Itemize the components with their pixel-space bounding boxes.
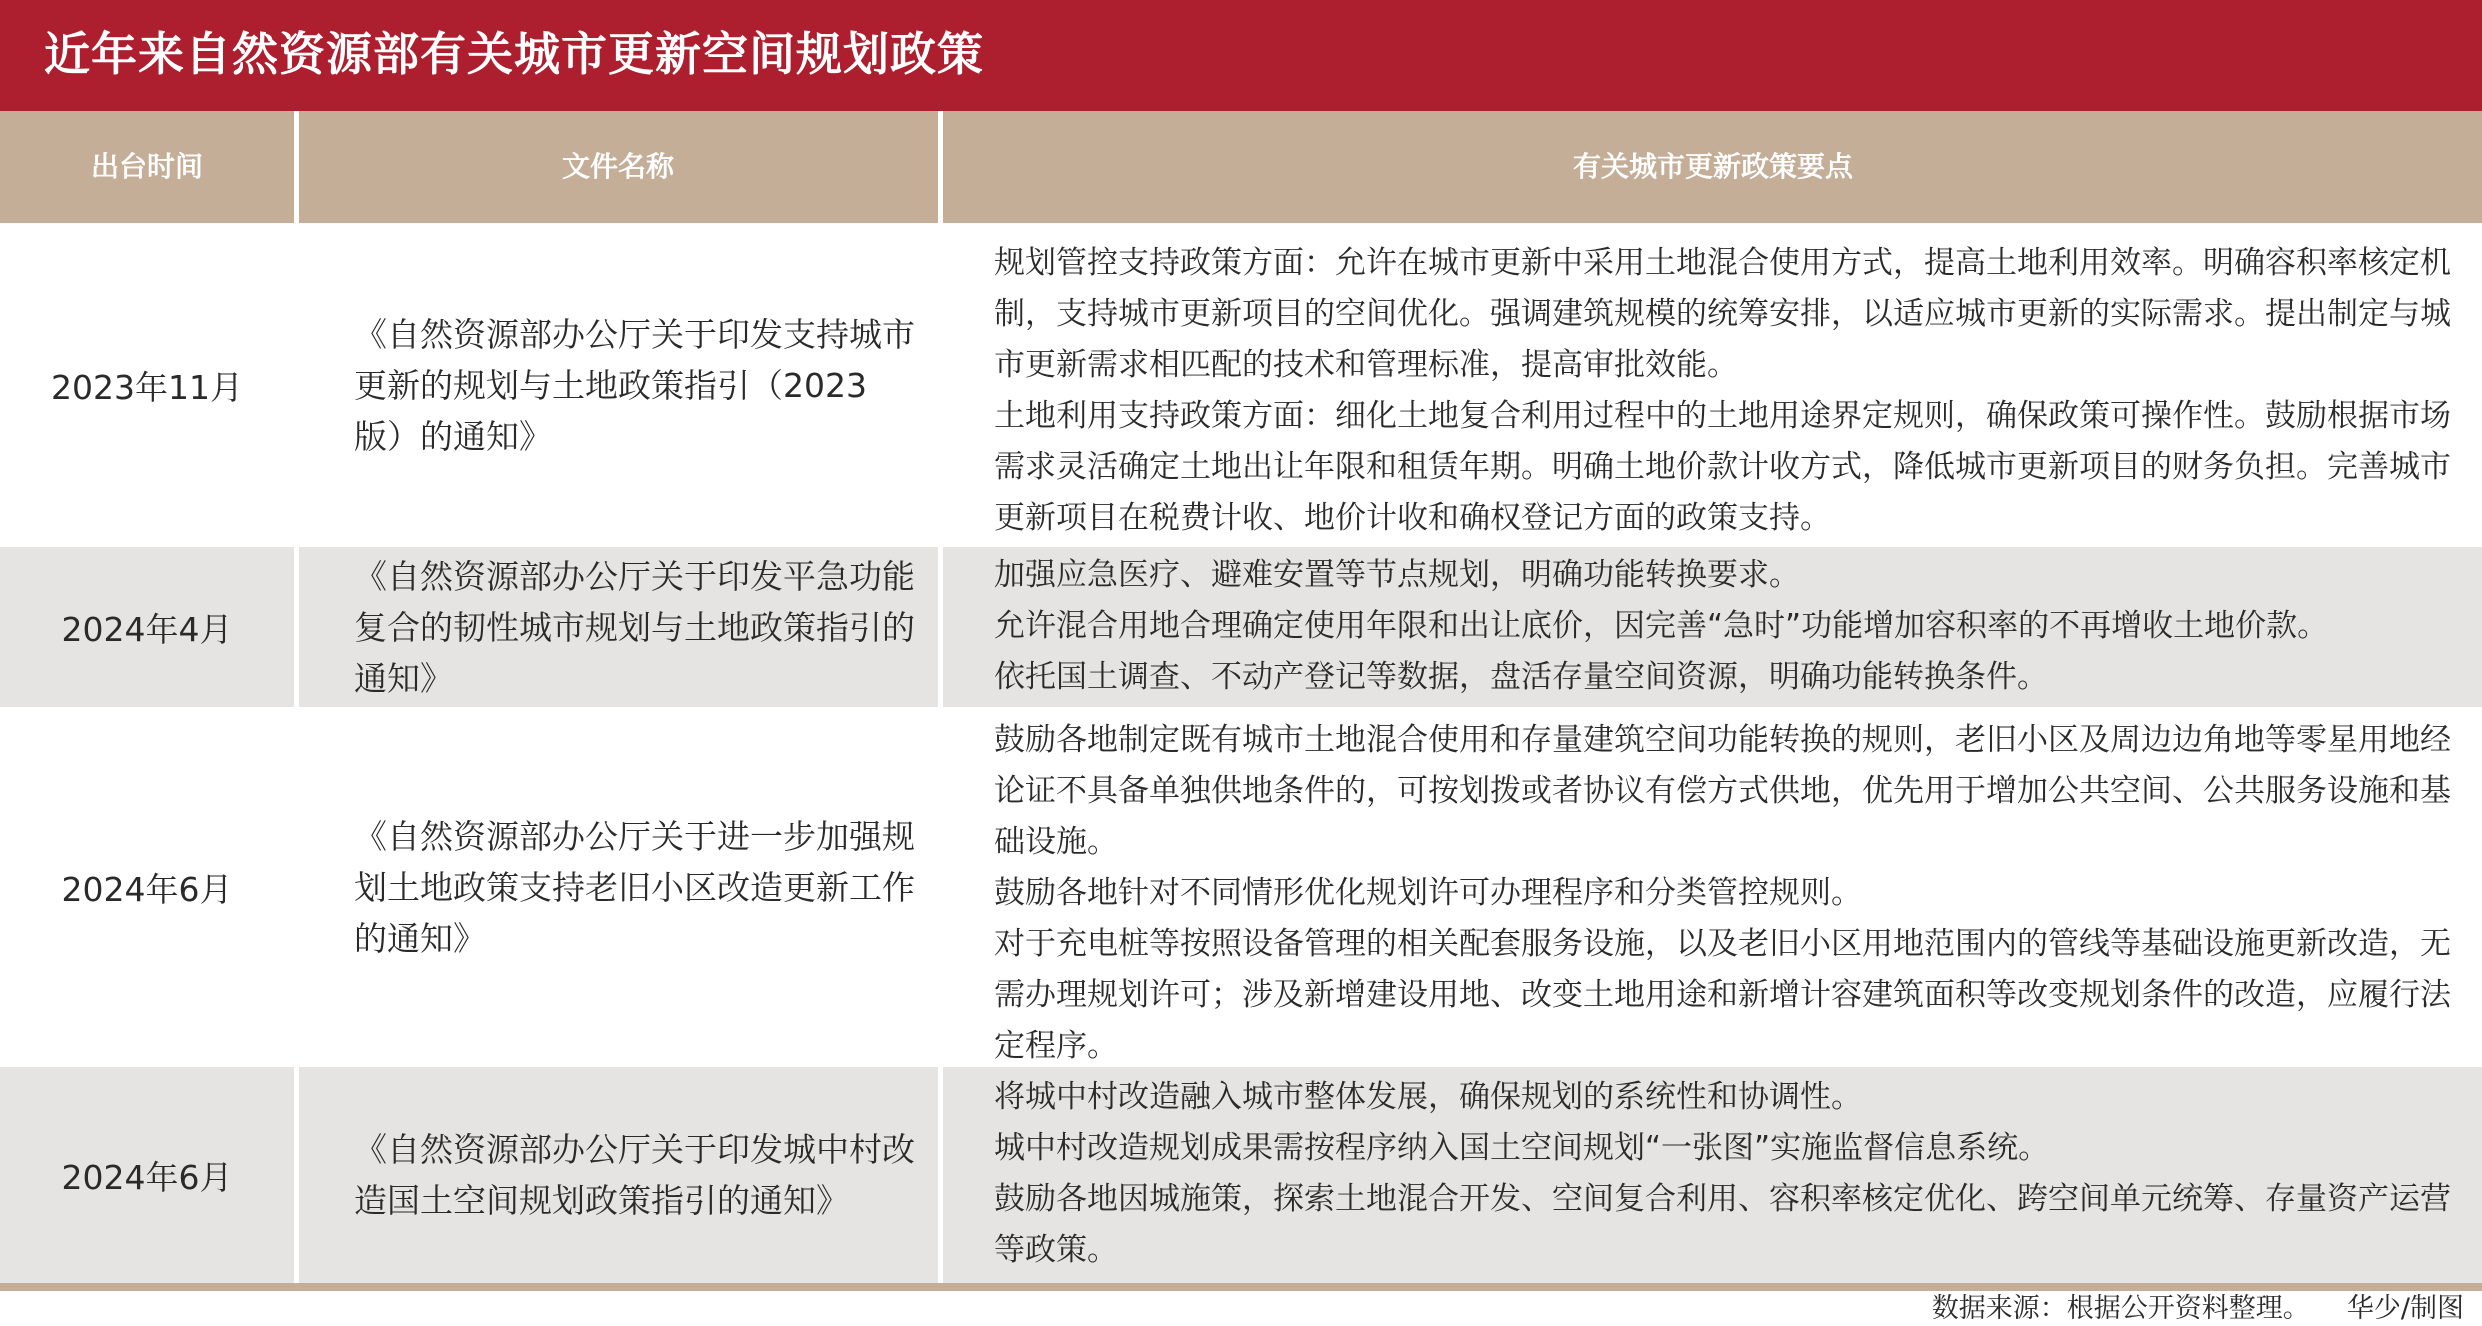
table-row <box>0 223 2482 547</box>
table-row <box>0 1067 2482 1283</box>
row-points <box>944 1072 2460 1276</box>
credit-note: 华少/制图 <box>2346 1293 2464 1324</box>
header-date: 出台时间 <box>90 150 203 183</box>
table-header <box>0 111 2482 223</box>
row-document: 《自然资源部办公厅关于进一步加强规划土地政策支持老旧小区改造更新工作的通知》 <box>354 816 915 958</box>
title-bar <box>0 0 2482 111</box>
row-date: 2024年6月 <box>61 869 233 909</box>
policy-point: 允许混合用地合理确定使用年限和出让底价，因完善“急时”功能增加容积率的不再增收土地价款。 <box>994 608 2329 644</box>
row-document: 《自然资源部办公厅关于印发支持城市更新的规划与土地政策指引（2023版）的通知》 <box>354 314 915 456</box>
footer <box>1932 1291 2464 1326</box>
header-document: 文件名称 <box>561 150 674 183</box>
row-document: 《自然资源部办公厅关于印发城中村改造国土空间规划政策指引的通知》 <box>354 1130 915 1220</box>
policy-point: 鼓励各地因城施策，探索土地混合开发、空间复合利用、容积率核定优化、跨空间单元统筹、存量资产运营等政策。 <box>994 1181 2451 1268</box>
policy-point: 将城中村改造融入城市整体发展，确保规划的系统性和协调性。 <box>994 1079 1862 1115</box>
table-row <box>0 707 2482 1067</box>
policy-point: 城中村改造规划成果需按程序纳入国土空间规划“一张图”实施监督信息系统。 <box>994 1130 2050 1166</box>
table-row <box>0 547 2482 707</box>
policy-point: 依托国土调查、不动产登记等数据，盘活存量空间资源，明确功能转换条件。 <box>994 659 2048 695</box>
row-document: 《自然资源部办公厅关于印发平急功能复合的韧性城市规划与土地政策指引的通知》 <box>354 556 915 698</box>
policy-point: 加强应急医疗、避难安置等节点规划，明确功能转换要求。 <box>994 557 1800 593</box>
row-points <box>944 550 2460 703</box>
source-note: 数据来源：根据公开资料整理。 <box>1931 1293 2310 1324</box>
row-date: 2024年4月 <box>61 609 233 649</box>
policy-point: 对于充电桩等按照设备管理的相关配套服务设施，以及老旧小区用地范围内的管线等基础设施更新改造，无需办理规划许可；涉及新增建设用地、改变土地用途和新增计容建筑面积等改变规划条件的改造，应履行法定程序。 <box>994 926 2451 1064</box>
row-points <box>944 238 2460 544</box>
row-points <box>944 715 2460 1072</box>
policy-point: 规划管控支持政策方面：允许在城市更新中采用土地混合使用方式，提高土地利用效率。明确容积率核定机制，支持城市更新项目的空间优化。强调建筑规模的统筹安排，以适应城市更新的实际需求。提出制定与城市更新需求相匹配的技术和管理标准，提高审批效能。 <box>994 245 2451 383</box>
policy-point: 鼓励各地制定既有城市土地混合使用和存量建筑空间功能转换的规则，老旧小区及周边边角地等零星用地经论证不具备单独供地条件的，可按划拨或者协议有偿方式供地，优先用于增加公共空间、公共服务设施和基础设施。 <box>994 722 2451 860</box>
row-date: 2024年6月 <box>61 1157 233 1197</box>
column-divider <box>294 111 299 1283</box>
page-title: 近年来自然资源部有关城市更新空间规划政策 <box>44 27 984 81</box>
policy-point: 鼓励各地针对不同情形优化规划许可办理程序和分类管控规则。 <box>994 875 1862 911</box>
header-points: 有关城市更新政策要点 <box>1572 150 1853 183</box>
column-divider <box>938 111 943 1283</box>
policy-point: 土地利用支持政策方面：细化土地复合利用过程中的土地用途界定规则，确保政策可操作性。鼓励根据市场需求灵活确定土地出让年限和租赁年期。明确土地价款计收方式，降低城市更新项目的财务负担。完善城市更新项目在税费计收、地价计收和确权登记方面的政策支持。 <box>994 398 2451 536</box>
row-date: 2023年11月 <box>51 367 243 407</box>
bottom-rule <box>0 1283 2482 1291</box>
